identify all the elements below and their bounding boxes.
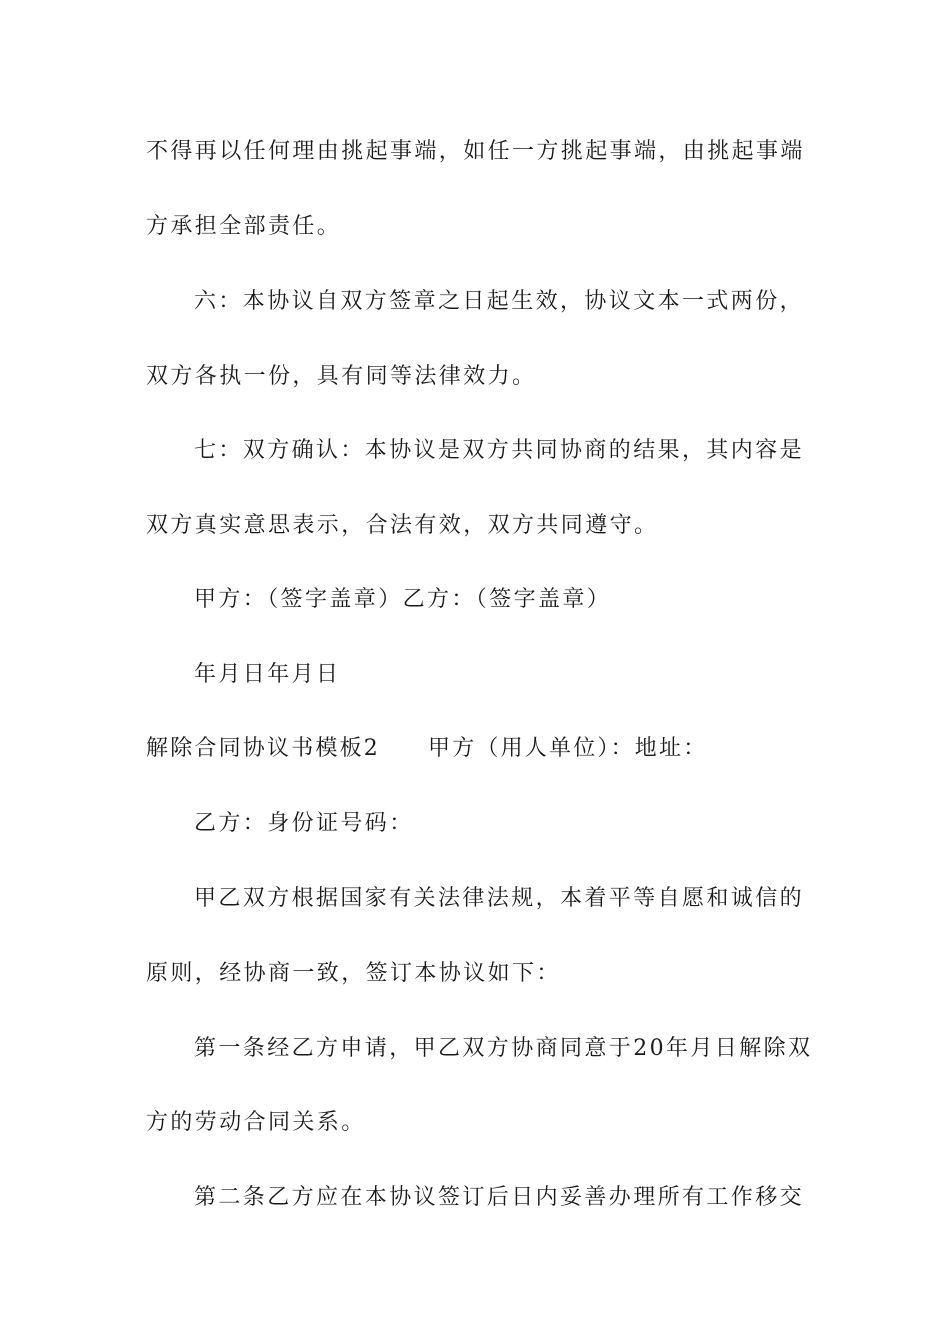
clause-six: 六：本协议自双方签章之日起生效，协议文本一式两份， bbox=[194, 289, 805, 314]
paragraph-line: 方的劳动合同关系。 bbox=[146, 1110, 366, 1135]
date-line: 年月日年月日 bbox=[194, 662, 341, 687]
preamble-line: 甲乙双方根据国家有关法律法规，本着平等自愿和诚信的 bbox=[194, 886, 805, 911]
template-heading-line bbox=[146, 734, 826, 764]
paragraph-line: 方承担全部责任。 bbox=[146, 214, 342, 239]
article-two: 第二条乙方应在本协议签订后日内妥善办理所有工作移交 bbox=[194, 1185, 805, 1210]
paragraph-line: 双方真实意思表示，合法有效，双方共同遵守。 bbox=[146, 513, 659, 538]
party-b-line: 乙方：身份证号码： bbox=[194, 811, 414, 836]
article-one: 第一条经乙方申请，甲乙双方协商同意于20年月日解除双 bbox=[194, 1036, 813, 1061]
signature-line: 甲方：（签字盖章）乙方：（签字盖章） bbox=[194, 587, 612, 612]
paragraph-line: 双方各执一份，具有同等法律效力。 bbox=[146, 364, 537, 389]
template-title: 解除合同协议书模板2 bbox=[146, 736, 380, 761]
paragraph-line: 不得再以任何理由挑起事端，如任一方挑起事端，由挑起事端 bbox=[146, 139, 805, 164]
clause-seven: 七：双方确认：本协议是双方共同协商的结果，其内容是 bbox=[194, 438, 805, 463]
paragraph-line: 原则，经协商一致，签订本协议如下： bbox=[146, 961, 561, 986]
party-a-address: 甲方（用人单位）：地址： bbox=[428, 736, 708, 761]
